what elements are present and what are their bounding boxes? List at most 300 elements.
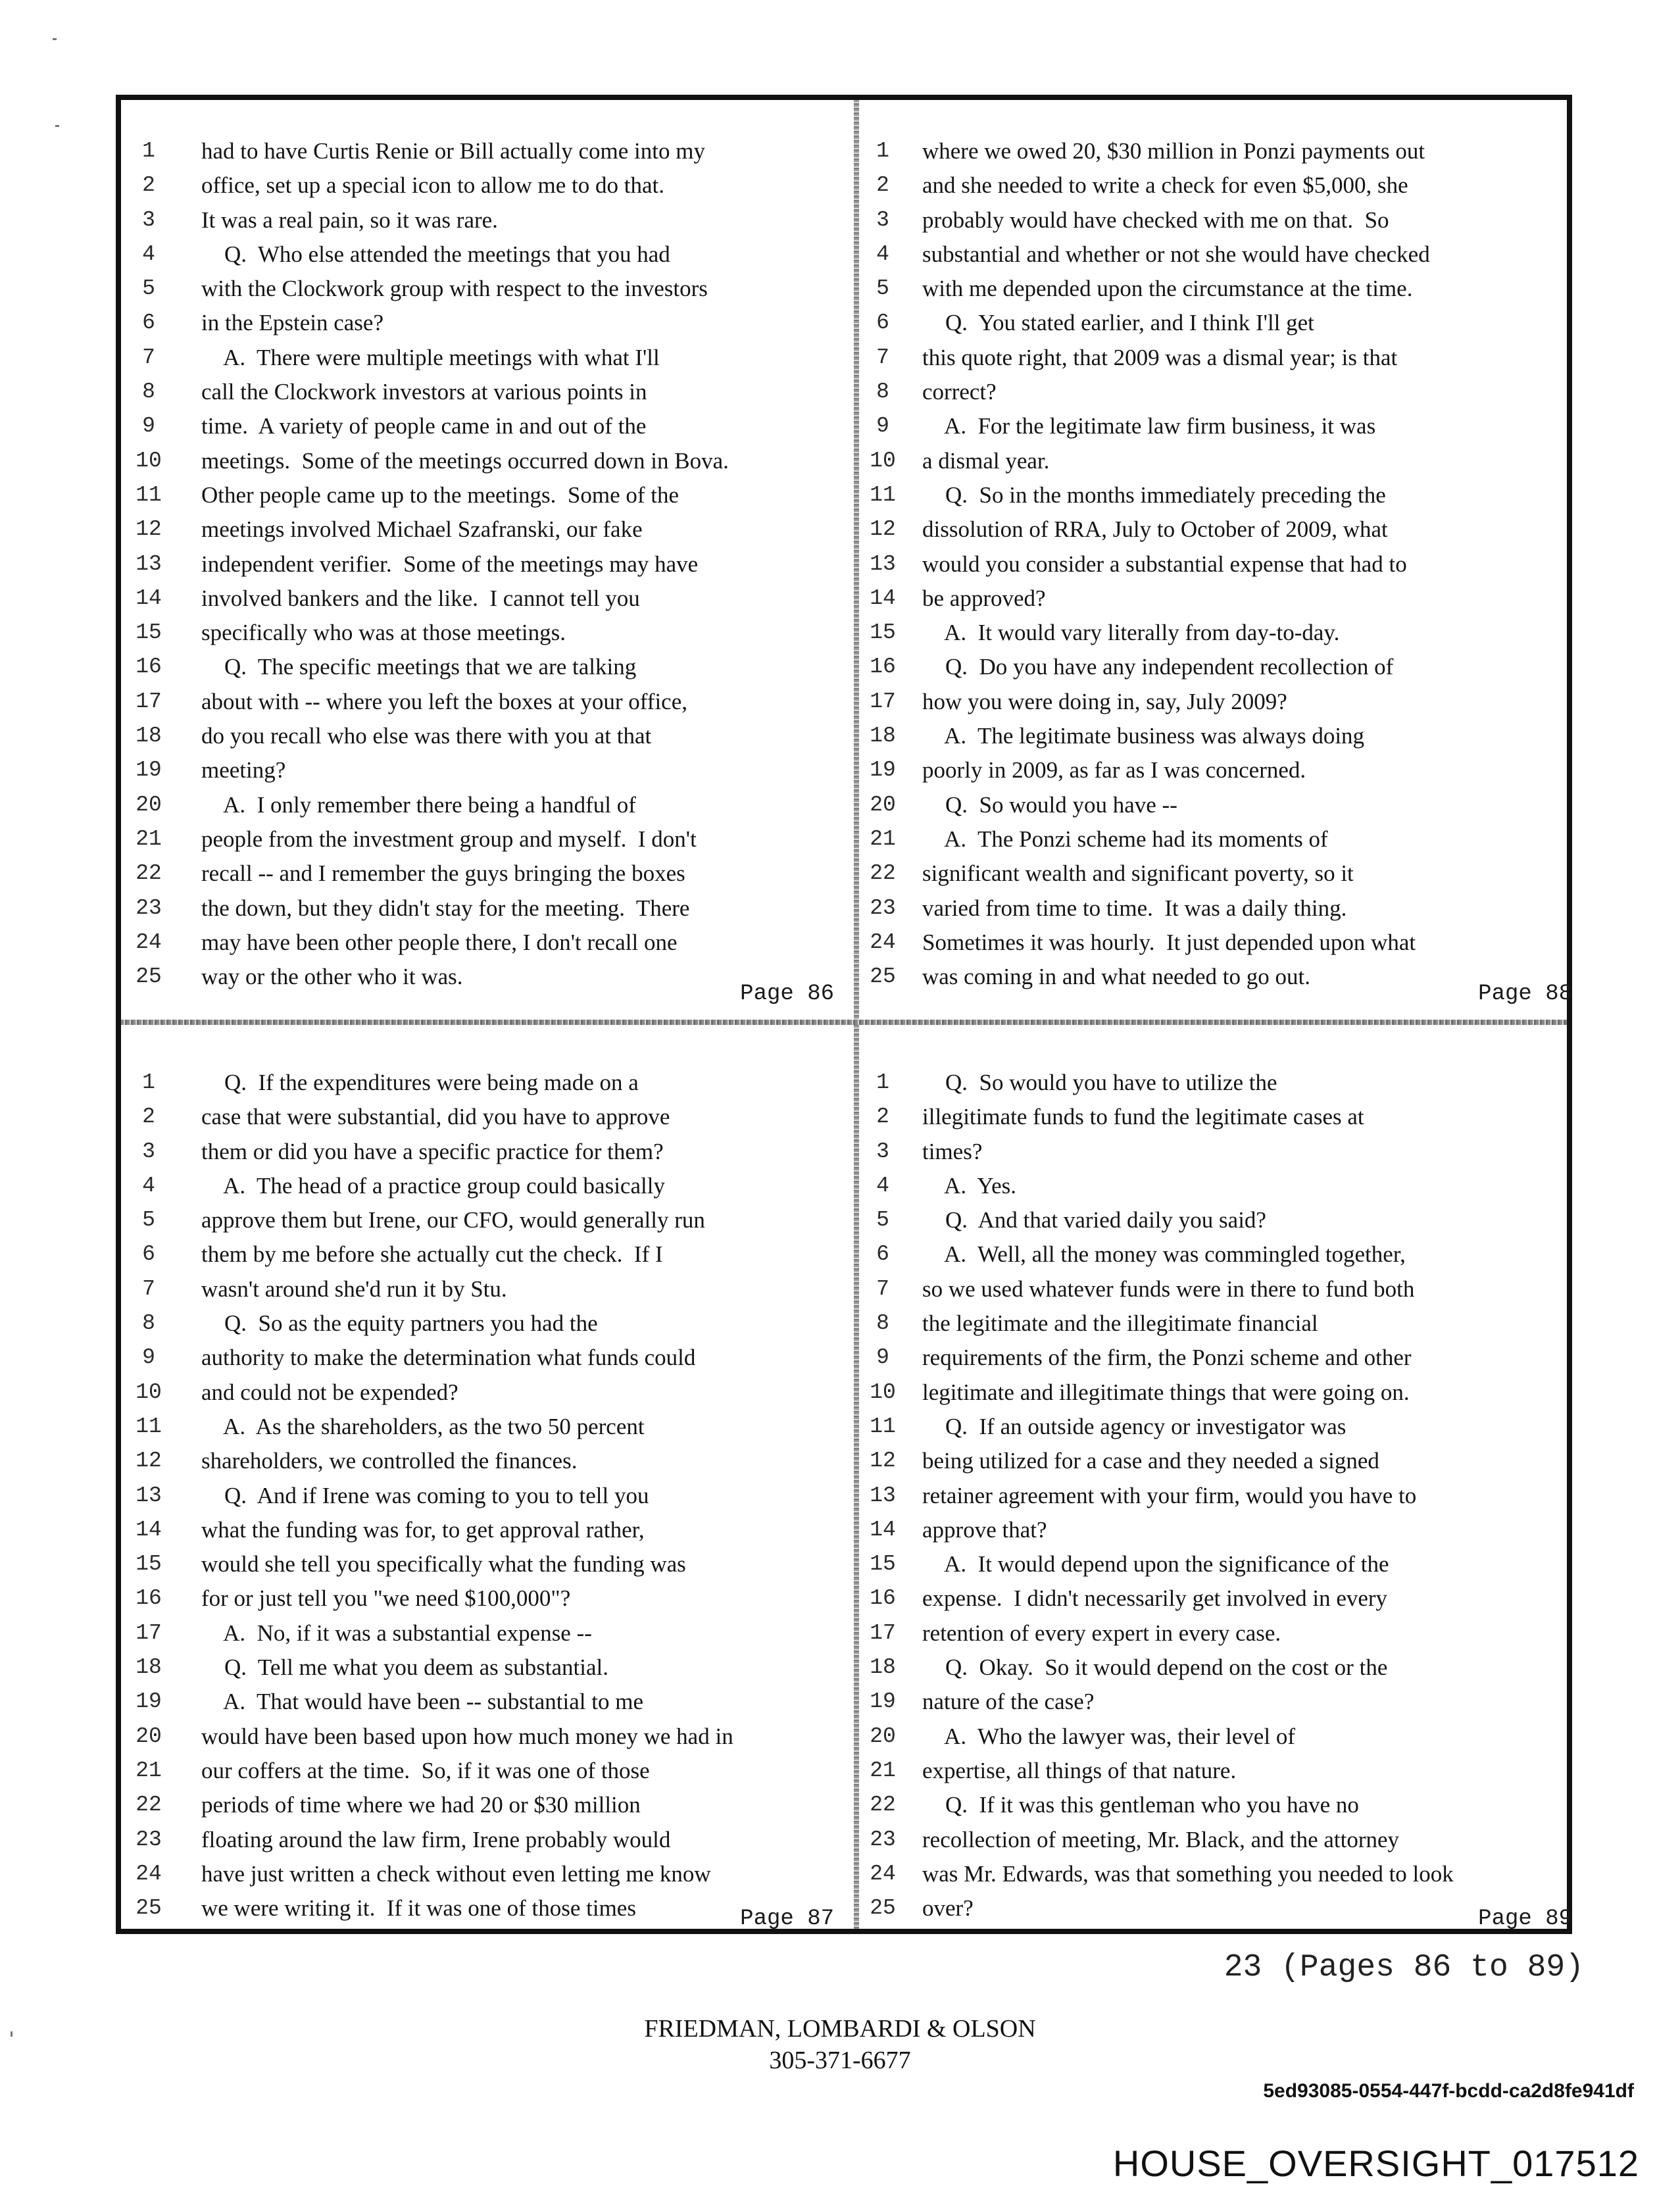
line-number: 25: [870, 964, 896, 989]
line-text: approve that?: [922, 1516, 1047, 1543]
transcript-lines: [859, 134, 1587, 994]
line-number: 10: [870, 1379, 896, 1404]
line-number: 7: [876, 1276, 889, 1301]
line-text: requirements of the firm, the Ponzi scheme and other: [922, 1345, 1412, 1371]
transcript-line: [121, 582, 849, 616]
line-text: A. The head of a practice group could basically: [201, 1172, 665, 1199]
transcript-lines: [121, 1066, 849, 1925]
line-text: how you were doing in, say, July 2009?: [922, 688, 1287, 714]
line-text: Q. The specific meetings that we are talking: [201, 654, 637, 680]
transcript-line: [859, 822, 1587, 857]
line-number: 18: [870, 724, 896, 749]
transcript-line: [121, 1410, 849, 1444]
line-number: 11: [870, 1414, 896, 1439]
line-text: meetings. Some of the meetings occurred down in Bova.: [201, 447, 729, 474]
line-number: 23: [870, 895, 896, 920]
line-text: periods of time where we had 20 or $30 million: [201, 1792, 641, 1818]
transcript-line: [859, 1651, 1587, 1685]
transcript-line: [859, 1788, 1587, 1822]
line-text: the legitimate and the illegitimate financial: [922, 1310, 1318, 1337]
line-text: may have been other people there, I don't recall one: [201, 929, 678, 955]
line-number: 4: [876, 1173, 889, 1198]
line-number: 16: [136, 655, 162, 680]
line-text: probably would have checked with me on that. So: [922, 207, 1389, 233]
line-number: 2: [142, 1105, 155, 1130]
line-number: 8: [142, 380, 155, 405]
line-number: 13: [870, 1483, 896, 1508]
line-text: A. It would vary literally from day-to-day.: [922, 620, 1340, 646]
line-text: A. It would depend upon the significance of the: [922, 1551, 1389, 1578]
transcript-page-86: [121, 100, 849, 1012]
line-text: a dismal year.: [922, 447, 1050, 474]
line-text: do you recall who else was there with you at that: [201, 723, 652, 749]
line-text: retention of every expert in every case.: [922, 1620, 1281, 1646]
line-number: 21: [136, 826, 162, 851]
line-text: A. Yes.: [922, 1172, 1016, 1199]
transcript-line: [859, 409, 1587, 443]
transcript-line: [859, 341, 1587, 375]
transcript-line: [859, 1616, 1587, 1651]
line-number: 24: [870, 1861, 896, 1886]
line-number: 15: [870, 620, 896, 645]
line-number: 14: [870, 585, 896, 610]
firm-phone: 305-371-6677: [769, 2047, 911, 2074]
transcript-line: [859, 753, 1587, 787]
line-number: 16: [870, 1586, 896, 1611]
line-number: 12: [870, 1449, 896, 1474]
transcript-line: [859, 1720, 1587, 1754]
line-number: 20: [870, 792, 896, 817]
line-text: we were writing it. If it was one of those times: [201, 1895, 636, 1922]
line-text: meetings involved Michael Szafranski, our fake: [201, 516, 643, 543]
court-reporter-block: [0, 2013, 1680, 2076]
line-text: A. The legitimate business was always doing: [922, 723, 1365, 749]
transcript-line: [859, 1857, 1587, 1891]
vertical-divider: [854, 100, 859, 1929]
line-number: 4: [142, 1173, 155, 1198]
line-number: 6: [876, 1242, 889, 1267]
line-number: 5: [876, 1208, 889, 1233]
transcript-line: [121, 1479, 849, 1513]
line-text: wasn't around she'd run it by Stu.: [201, 1276, 507, 1302]
line-number: 9: [876, 414, 889, 439]
line-number: 23: [870, 1827, 896, 1852]
line-number: 15: [136, 1552, 162, 1577]
line-number: 3: [142, 1139, 155, 1164]
transcript-line: [121, 891, 849, 926]
firm-name: FRIEDMAN, LOMBARDI & OLSON: [644, 2015, 1036, 2043]
transcript-line: [859, 1547, 1587, 1581]
transcript-line: [859, 926, 1587, 960]
line-text: expense. I didn't necessarily get involved in every: [922, 1585, 1388, 1612]
transcript-line: [121, 1651, 849, 1685]
transcript-line: [859, 168, 1587, 203]
line-text: recollection of meeting, Mr. Black, and the attorney: [922, 1826, 1400, 1852]
line-number: 2: [142, 173, 155, 198]
line-number: 11: [136, 1414, 162, 1439]
line-text: call the Clockwork investors at various points in: [201, 379, 647, 405]
line-number: 12: [136, 1449, 162, 1474]
transcript-line: [859, 1376, 1587, 1410]
transcript-page-89: [859, 1025, 1587, 1937]
line-text: our coffers at the time. So, if it was one of those: [201, 1757, 650, 1783]
transcript-line: [121, 1685, 849, 1719]
transcript-line: [859, 650, 1587, 684]
line-number: 25: [870, 1896, 896, 1921]
transcript-line: [121, 1754, 849, 1788]
line-text: expertise, all things of that nature.: [922, 1757, 1237, 1783]
line-number: 6: [142, 311, 155, 335]
line-number: 22: [136, 861, 162, 886]
transcript-line: [121, 1720, 849, 1754]
line-number: 21: [870, 1758, 896, 1783]
line-number: 1: [142, 139, 155, 163]
line-number: 11: [136, 482, 162, 507]
page-label: Page 86: [740, 981, 834, 1006]
transcript-line: [121, 272, 849, 306]
line-text: A. Well, all the money was commingled together,: [922, 1241, 1406, 1268]
transcript-line: [121, 1616, 849, 1651]
line-number: 3: [876, 1139, 889, 1164]
transcript-line: [121, 1857, 849, 1891]
transcript-line: [859, 1754, 1587, 1788]
transcript-line: [859, 582, 1587, 616]
transcript-line: [121, 1823, 849, 1857]
line-number: 10: [870, 448, 896, 473]
transcript-line: [859, 1203, 1587, 1237]
line-text: would have been based upon how much money we had in: [201, 1723, 733, 1749]
line-text: Q. You stated earlier, and I think I'll get: [922, 310, 1314, 336]
line-text: and she needed to write a check for even $5,000, she: [922, 172, 1408, 199]
line-text: would you consider a substantial expense that had to: [922, 551, 1407, 577]
line-number: 23: [136, 895, 162, 920]
line-text: time. A variety of people came in and out of the: [201, 413, 647, 439]
line-text: them or did you have a specific practice for them?: [201, 1138, 664, 1164]
line-number: 10: [136, 448, 162, 473]
line-text: correct?: [922, 379, 997, 405]
transcript-line: [121, 1581, 849, 1616]
bates-number: HOUSE_OVERSIGHT_017512: [1112, 2143, 1639, 2184]
line-text: specifically who was at those meetings.: [201, 620, 566, 646]
line-text: significant wealth and significant poverty, so it: [922, 860, 1354, 887]
line-number: 24: [136, 1861, 162, 1886]
line-number: 15: [136, 620, 162, 645]
line-text: A. Who the lawyer was, their level of: [922, 1723, 1295, 1749]
line-number: 17: [870, 1620, 896, 1645]
scan-speck: [55, 125, 59, 127]
transcript-line: [859, 719, 1587, 753]
line-number: 18: [136, 1655, 162, 1680]
line-text: for or just tell you "we need $100,000"?: [201, 1585, 571, 1612]
line-number: 3: [876, 207, 889, 232]
transcript-frame: [116, 95, 1572, 1934]
transcript-line: [859, 306, 1587, 340]
line-number: 5: [142, 276, 155, 301]
transcript-lines: [859, 1066, 1587, 1925]
line-text: A. No, if it was a substantial expense --: [201, 1620, 592, 1646]
line-number: 3: [142, 207, 155, 232]
line-text: involved bankers and the like. I cannot tell you: [201, 585, 640, 611]
scan-speck: [53, 38, 57, 40]
page-label: Page 88: [1478, 981, 1572, 1006]
line-number: 1: [876, 139, 889, 163]
transcript-line: [121, 822, 849, 857]
transcript-line: [859, 960, 1587, 994]
transcript-line: [859, 1513, 1587, 1547]
transcript-line: [121, 168, 849, 203]
transcript-line: [859, 512, 1587, 547]
line-number: 25: [136, 1896, 162, 1921]
transcript-line: [859, 1410, 1587, 1444]
line-number: 17: [136, 689, 162, 714]
transcript-line: [859, 1479, 1587, 1513]
line-number: 14: [136, 585, 162, 610]
transcript-line: [859, 616, 1587, 650]
transcript-line: [121, 857, 849, 891]
line-number: 1: [142, 1070, 155, 1095]
line-text: Q. Okay. So it would depend on the cost or the: [922, 1654, 1388, 1681]
document-id: 5ed93085-0554-447f-bcdd-ca2d8fe941df: [1263, 2080, 1634, 2102]
line-number: 10: [136, 1379, 162, 1404]
transcript-line: [121, 788, 849, 822]
page-range-summary: 23 (Pages 86 to 89): [1223, 1950, 1584, 1985]
line-text: Q. If the expenditures were being made on a: [201, 1070, 639, 1095]
line-text: independent verifier. Some of the meetings may have: [201, 551, 699, 577]
line-text: people from the investment group and myself. I don't: [201, 826, 697, 852]
line-number: 25: [136, 964, 162, 989]
line-text: nature of the case?: [922, 1689, 1095, 1715]
horizontal-divider: [121, 1020, 1567, 1025]
transcript-line: [859, 1272, 1587, 1306]
transcript-page-88: [859, 100, 1587, 1012]
line-text: so we used whatever funds were in there to fund both: [922, 1276, 1415, 1302]
line-number: 7: [142, 1276, 155, 1301]
line-text: shareholders, we controlled the finances.: [201, 1448, 578, 1474]
transcript-line: [121, 341, 849, 375]
line-number: 20: [136, 1724, 162, 1749]
line-text: had to have Curtis Renie or Bill actually come into my: [201, 138, 705, 164]
line-text: the down, but they didn't stay for the meeting. There: [201, 895, 690, 921]
transcript-line: [859, 1169, 1587, 1203]
transcript-line: [121, 547, 849, 582]
transcript-line: [121, 1272, 849, 1306]
transcript-line: [121, 1306, 849, 1341]
transcript-line: [121, 1341, 849, 1375]
line-text: case that were substantial, did you have to approve: [201, 1104, 670, 1130]
transcript-line: [121, 375, 849, 409]
line-number: 20: [136, 792, 162, 817]
line-number: 2: [876, 1105, 889, 1130]
line-text: what the funding was for, to get approval rather,: [201, 1516, 645, 1543]
transcript-line: [859, 1685, 1587, 1719]
transcript-line: [859, 478, 1587, 512]
line-number: 14: [870, 1517, 896, 1542]
line-text: floating around the law firm, Irene probably would: [201, 1826, 671, 1852]
line-text: with the Clockwork group with respect to the investors: [201, 276, 708, 302]
transcript-line: [859, 203, 1587, 237]
transcript-line: [121, 650, 849, 684]
line-number: 4: [876, 241, 889, 266]
line-number: 17: [870, 689, 896, 714]
transcript-line: [859, 547, 1587, 582]
line-text: be approved?: [922, 585, 1046, 611]
transcript-line: [859, 134, 1587, 168]
transcript-line: [859, 1444, 1587, 1478]
transcript-line: [121, 1788, 849, 1822]
line-text: approve them but Irene, our CFO, would generally run: [201, 1207, 705, 1233]
line-text: Q. Do you have any independent recollection of: [922, 654, 1394, 680]
transcript-line: [859, 788, 1587, 822]
line-text: Q. If it was this gentleman who you have no: [922, 1792, 1359, 1818]
transcript-line: [859, 685, 1587, 719]
line-number: 23: [136, 1827, 162, 1852]
page-label: Page 87: [740, 1906, 834, 1931]
transcript-line: [121, 1513, 849, 1547]
line-text: have just written a check without even letting me know: [201, 1860, 711, 1887]
line-number: 16: [136, 1586, 162, 1611]
line-number: 5: [876, 276, 889, 301]
line-number: 2: [876, 173, 889, 198]
line-number: 20: [870, 1724, 896, 1749]
transcript-line: [121, 685, 849, 719]
line-number: 12: [136, 517, 162, 542]
line-text: varied from time to time. It was a daily thing.: [922, 895, 1347, 921]
transcript-line: [121, 1100, 849, 1134]
line-text: Q. So in the months immediately preceding the: [922, 482, 1386, 508]
transcript-line: [121, 1237, 849, 1272]
line-number: 22: [136, 1793, 162, 1818]
transcript-line: [859, 1581, 1587, 1616]
line-number: 4: [142, 241, 155, 266]
line-text: Sometimes it was hourly. It just depended upon what: [922, 929, 1416, 955]
transcript-line: [121, 1066, 849, 1100]
line-text: Q. So would you have --: [922, 791, 1177, 818]
line-text: Q. And if Irene was coming to you to tell you: [201, 1482, 649, 1508]
transcript-line: [121, 1203, 849, 1237]
line-text: authority to make the determination what funds could: [201, 1345, 696, 1371]
line-text: meeting?: [201, 757, 286, 783]
line-text: substantial and whether or not she would have checked: [922, 241, 1430, 267]
line-text: Q. Who else attended the meetings that you had: [201, 241, 670, 267]
transcript-line: [121, 409, 849, 443]
transcript-line: [859, 1100, 1587, 1134]
line-number: 19: [136, 1689, 162, 1714]
line-text: them by me before she actually cut the check. If I: [201, 1241, 663, 1268]
line-text: A. I only remember there being a handful of: [201, 791, 636, 818]
line-text: Q. Tell me what you deem as substantial.: [201, 1654, 609, 1681]
transcript-line: [121, 444, 849, 478]
line-text: over?: [922, 1895, 974, 1922]
line-text: with me depended upon the circumstance at the time.: [922, 276, 1413, 302]
page-label: Page 89: [1478, 1906, 1572, 1931]
line-number: 18: [136, 724, 162, 749]
line-text: was coming in and what needed to go out.: [922, 964, 1311, 990]
line-number: 1: [876, 1070, 889, 1095]
line-number: 9: [142, 1345, 155, 1370]
transcript-line: [121, 512, 849, 547]
transcript-line: [859, 1306, 1587, 1341]
transcript-line: [121, 478, 849, 512]
line-text: A. As the shareholders, as the two 50 percent: [201, 1413, 645, 1439]
line-number: 8: [876, 380, 889, 405]
line-number: 21: [870, 826, 896, 851]
transcript-line: [121, 1135, 849, 1169]
line-number: 18: [870, 1655, 896, 1680]
transcript-line: [121, 1376, 849, 1410]
line-text: It was a real pain, so it was rare.: [201, 207, 498, 233]
transcript-line: [859, 1823, 1587, 1857]
transcript-line: [859, 1237, 1587, 1272]
line-number: 7: [876, 345, 889, 370]
transcript-line: [859, 237, 1587, 272]
line-number: 19: [870, 1689, 896, 1714]
line-number: 21: [136, 1758, 162, 1783]
line-number: 22: [870, 1793, 896, 1818]
line-number: 19: [136, 758, 162, 783]
line-text: this quote right, that 2009 was a dismal year; is that: [922, 344, 1398, 370]
transcript-line: [121, 203, 849, 237]
line-number: 12: [870, 517, 896, 542]
line-number: 7: [142, 345, 155, 370]
line-text: retainer agreement with your firm, would you have to: [922, 1482, 1417, 1508]
transcript-lines: [121, 134, 849, 994]
transcript-line: [859, 1341, 1587, 1375]
line-number: 9: [876, 1345, 889, 1370]
transcript-line: [859, 375, 1587, 409]
line-number: 22: [870, 861, 896, 886]
line-text: Q. So would you have to utilize the: [922, 1070, 1277, 1095]
line-text: A. For the legitimate law firm business, it was: [922, 413, 1376, 439]
line-text: dissolution of RRA, July to October of 2009, what: [922, 516, 1388, 543]
transcript-line: [121, 1444, 849, 1478]
line-number: 17: [136, 1620, 162, 1645]
line-text: legitimate and illegitimate things that were going on.: [922, 1379, 1410, 1405]
line-text: recall -- and I remember the guys bringing the boxes: [201, 860, 685, 887]
transcript-line: [121, 719, 849, 753]
line-number: 6: [876, 311, 889, 335]
line-text: being utilized for a case and they needed a signed: [922, 1448, 1379, 1474]
line-number: 16: [870, 655, 896, 680]
line-text: was Mr. Edwards, was that something you needed to look: [922, 1860, 1454, 1887]
transcript-line: [121, 753, 849, 787]
transcript-line: [859, 891, 1587, 926]
transcript-line: [121, 1169, 849, 1203]
line-text: and could not be expended?: [201, 1379, 458, 1405]
transcript-line: [121, 1547, 849, 1581]
line-text: Q. If an outside agency or investigator was: [922, 1413, 1346, 1439]
line-text: Other people came up to the meetings. Some of the: [201, 482, 679, 508]
line-number: 13: [136, 1483, 162, 1508]
line-text: poorly in 2009, as far as I was concerned.: [922, 757, 1306, 783]
line-text: illegitimate funds to fund the legitimate cases at: [922, 1104, 1364, 1130]
line-number: 5: [142, 1208, 155, 1233]
line-number: 6: [142, 1242, 155, 1267]
transcript-page-87: [121, 1025, 849, 1937]
line-text: A. The Ponzi scheme had its moments of: [922, 826, 1328, 852]
line-number: 15: [870, 1552, 896, 1577]
line-text: would she tell you specifically what the funding was: [201, 1551, 686, 1578]
line-text: A. There were multiple meetings with what I'll: [201, 344, 660, 370]
transcript-line: [859, 272, 1587, 306]
transcript-line: [859, 1135, 1587, 1169]
transcript-line: [859, 857, 1587, 891]
transcript-line: [121, 616, 849, 650]
line-text: Q. So as the equity partners you had the: [201, 1310, 598, 1337]
line-number: 13: [870, 551, 896, 576]
line-text: Q. And that varied daily you said?: [922, 1207, 1266, 1233]
transcript-line: [859, 1066, 1587, 1100]
line-number: 9: [142, 414, 155, 439]
